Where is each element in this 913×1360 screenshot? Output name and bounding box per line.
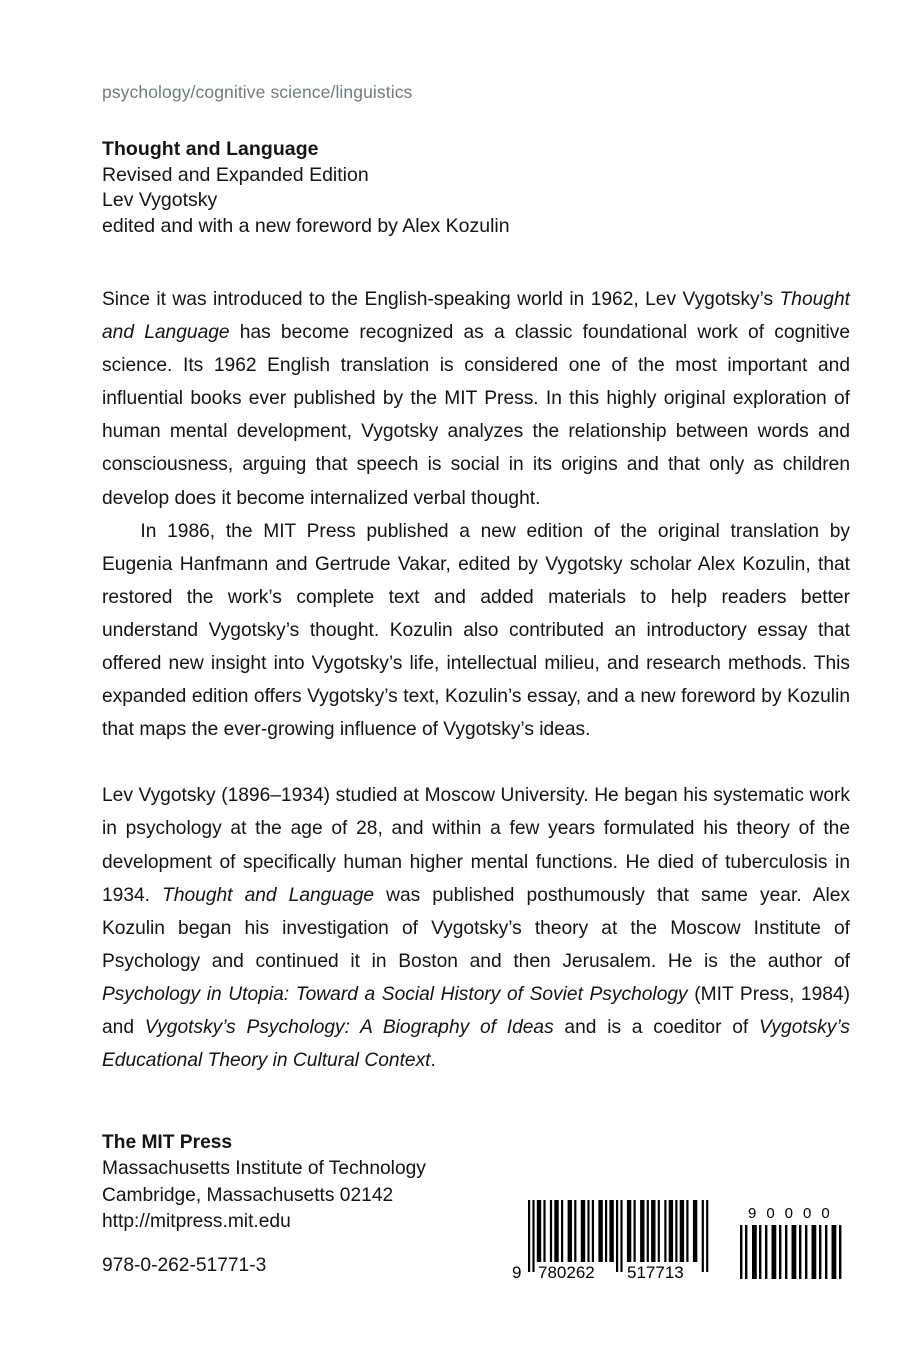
ean13-barcode [508, 1196, 722, 1282]
book-edition: Revised and Expanded Edition [102, 163, 369, 186]
paragraph-3-italic-title-1: Thought and Language [162, 884, 375, 906]
paragraph-1-text-part-2: has become recognized as a classic foundational work of cognitive science. Its 1962 English translation is considered one of the most important and influential books ever published by the MIT Press. In this highly original exploration of human mental development, Vygotsky analyzes the relationship between words and consciousness, arguing that speech is social in its origins and that only as children develop does it become internalized verbal thought. [102, 322, 850, 509]
paragraph-1-italic-title-1: Thought and Language [102, 289, 850, 344]
paragraph-3-text-part-5: . [430, 1050, 436, 1072]
book-author: Lev Vygotsky [102, 189, 218, 212]
paragraph-3-italic-title-4: Vygotsky’s Educational Theory in Cultural Context [102, 1016, 850, 1072]
description-paragraph-2: In 1986, the MIT Press published a new edition of the original translation by Eugenia Hanfmann and Gertrude Vakar, edited by Vygotsky scholar Alex Kozulin, that restored the work’s complete text and added materials to help readers better understand Vygotsky’s thought. Kozulin also contributed an introductory essay that offered new insight into Vygotsky’s life, intellectual milieu, and research methods. This expanded edition offers Vygotsky’s text, Kozulin’s essay, and a new foreword by Kozulin that maps the ever-growing influence of Vygotsky’s ideas. [102, 520, 850, 741]
book-contributor: edited and with a new foreword by Alex Kozulin [102, 214, 510, 237]
ean13-left-group: 780262 [538, 1263, 595, 1282]
paragraph-3-text-part-2: was published posthumously that same year. Alex Kozulin began his investigation of Vygotsky’s theory at the Moscow Institute of Psychology and continued it in Boston and then Jerusalem. He is the author of [102, 884, 850, 972]
ean-addon-barcode [736, 1196, 848, 1282]
publisher-city: Cambridge, Massachusetts 02142 [102, 1184, 394, 1206]
ean13-leading-digit: 9 [512, 1263, 522, 1282]
barcode-area [508, 1196, 853, 1282]
paragraph-3-text-part-1: Lev Vygotsky (1896–1934) studied at Moscow University. He began his systematic work in psychology at the age of 28, and within a few years formulated his theory of the development of specifically human higher mental functions. He died of tuberculosis in 1934. [102, 785, 850, 906]
publisher-institution: Massachusetts Institute of Technology [102, 1158, 426, 1180]
paragraph-1-text-part-1: Since it was introduced to the English-speaking world in 1962, Lev Vygotsky’s [102, 289, 780, 310]
publisher-name: The MIT Press [102, 1132, 233, 1153]
ean13-right-group: 517713 [627, 1263, 684, 1282]
addon-digits: 90000 [748, 1205, 840, 1222]
paragraph-3-italic-title-2: Psychology in Utopia: Toward a Social History of Soviet Psychology [102, 983, 688, 1005]
paragraph-3-text-part-3: (MIT Press, 1984) and [102, 983, 850, 1038]
paragraph-3-text-part-4: and is a coeditor of [553, 1016, 759, 1038]
publisher-website[interactable]: http://mitpress.mit.edu [102, 1211, 291, 1233]
paragraph-3-italic-title-3: Vygotsky’s Psychology: A Biography of Ideas [144, 1016, 554, 1038]
isbn-number: 978-0-262-51771-3 [102, 1255, 267, 1276]
subject-category-line: psychology/cognitive science/linguistics [102, 82, 413, 102]
description-paragraph-3 [102, 779, 850, 1077]
description-paragraph-1 [102, 283, 850, 515]
title-block [102, 137, 850, 239]
book-title: Thought and Language [102, 138, 319, 160]
description-text [102, 283, 850, 1077]
